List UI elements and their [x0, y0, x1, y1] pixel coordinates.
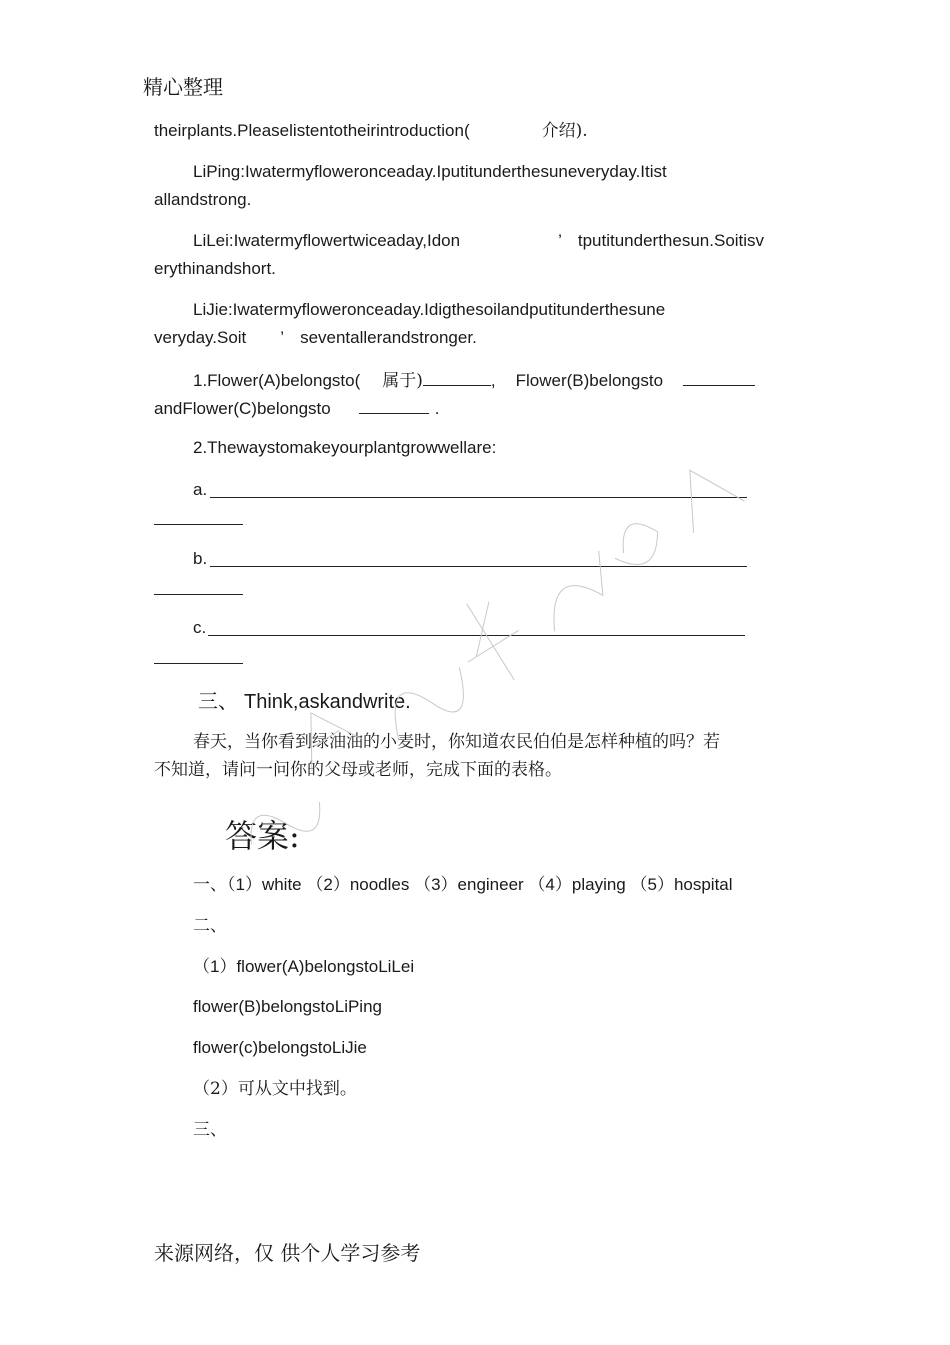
q1-text-a: 1.Flower(A)belongsto(: [193, 371, 361, 390]
way-a-answer-line[interactable]: [210, 497, 747, 498]
lijie-line-1: LiJie:Iwatermyfloweronceaday.Idigthesoilandputitunderthesune: [193, 300, 666, 319]
lijie-apostrophe: ’: [280, 328, 285, 347]
question-1-line-2: [154, 397, 439, 419]
q1-comma: ,: [490, 371, 496, 390]
lilei-text-c: tputitunderthesun.Soitisv: [577, 231, 765, 250]
way-c-label: c.: [193, 618, 207, 637]
answer-2-1-line-1: （1）flower(A)belongstoLiLei: [193, 957, 415, 976]
section-3-instructions-1: 春天，当你看到绿油油的小麦时，你知道农民伯伯是怎样种植的吗？若: [193, 732, 720, 752]
way-c-answer-line-2[interactable]: [154, 663, 243, 664]
page-header: 精心整理: [143, 75, 223, 99]
answer-blank-a[interactable]: [423, 369, 491, 386]
answer-blank-b[interactable]: [683, 369, 755, 386]
intro-line: [154, 121, 588, 141]
intro-chinese: 介绍).: [541, 121, 588, 141]
answer-section-2-heading: 二、: [193, 916, 227, 936]
page-footer: 来源网络，仅 供个人学习参考: [154, 1241, 421, 1265]
question-1-line-1: [193, 369, 755, 391]
lijie-text-a: veryday.Soit: [154, 328, 247, 347]
lijie-text-c: seventallerandstronger.: [300, 328, 477, 347]
answer-blank-c[interactable]: [359, 397, 429, 414]
answer-2-1-line-2: flower(B)belongstoLiPing: [193, 997, 382, 1016]
liping-line-1: LiPing:Iwatermyfloweronceaday.Iputitunderthesuneveryday.Itist: [193, 162, 667, 181]
section-3-text: Think,askandwrite.: [244, 691, 411, 713]
answer-section-3-heading: 三、: [193, 1120, 227, 1140]
lijie-line-2: [154, 328, 477, 348]
liping-line-2: allandstrong.: [154, 190, 252, 209]
way-b-label: b.: [193, 549, 208, 568]
answers-title: 答案:: [225, 817, 300, 855]
q1-text-e: andFlower(C)belongsto: [154, 399, 331, 418]
intro-text: theirplants.Pleaselistentotheirintroduction(: [154, 121, 470, 140]
lilei-apostrophe: ’: [558, 231, 562, 250]
way-a-label: a.: [193, 480, 208, 499]
lilei-line-1: [193, 231, 764, 251]
lilei-line-2: erythinandshort.: [154, 259, 276, 278]
way-a-answer-line-2[interactable]: [154, 524, 243, 525]
answer-section-1: 一、（1）white （2）noodles （3）engineer （4）playing （5）hospital: [193, 875, 733, 894]
q1-text-b: 属于): [382, 371, 423, 391]
way-b-answer-line[interactable]: [210, 566, 747, 567]
answer-2-1-line-3: flower(c)belongstoLiJie: [193, 1038, 367, 1057]
question-2: 2.Thewaystomakeyourplantgrowwellare:: [193, 438, 497, 457]
section-3-number: 三、: [198, 689, 238, 713]
way-b-answer-line-2[interactable]: [154, 594, 243, 595]
section-3-instructions-2: 不知道，请问一问你的父母或老师，完成下面的表格。: [154, 760, 562, 780]
section-3-title: [198, 689, 411, 714]
lilei-text-a: LiLei:Iwatermyflowertwiceaday,Idon: [193, 231, 461, 250]
q1-period: .: [434, 399, 440, 418]
q1-text-d: Flower(B)belongsto: [515, 371, 664, 390]
way-c-answer-line[interactable]: [208, 635, 745, 636]
answer-2-2: （2）可从文中找到。: [193, 1079, 357, 1099]
